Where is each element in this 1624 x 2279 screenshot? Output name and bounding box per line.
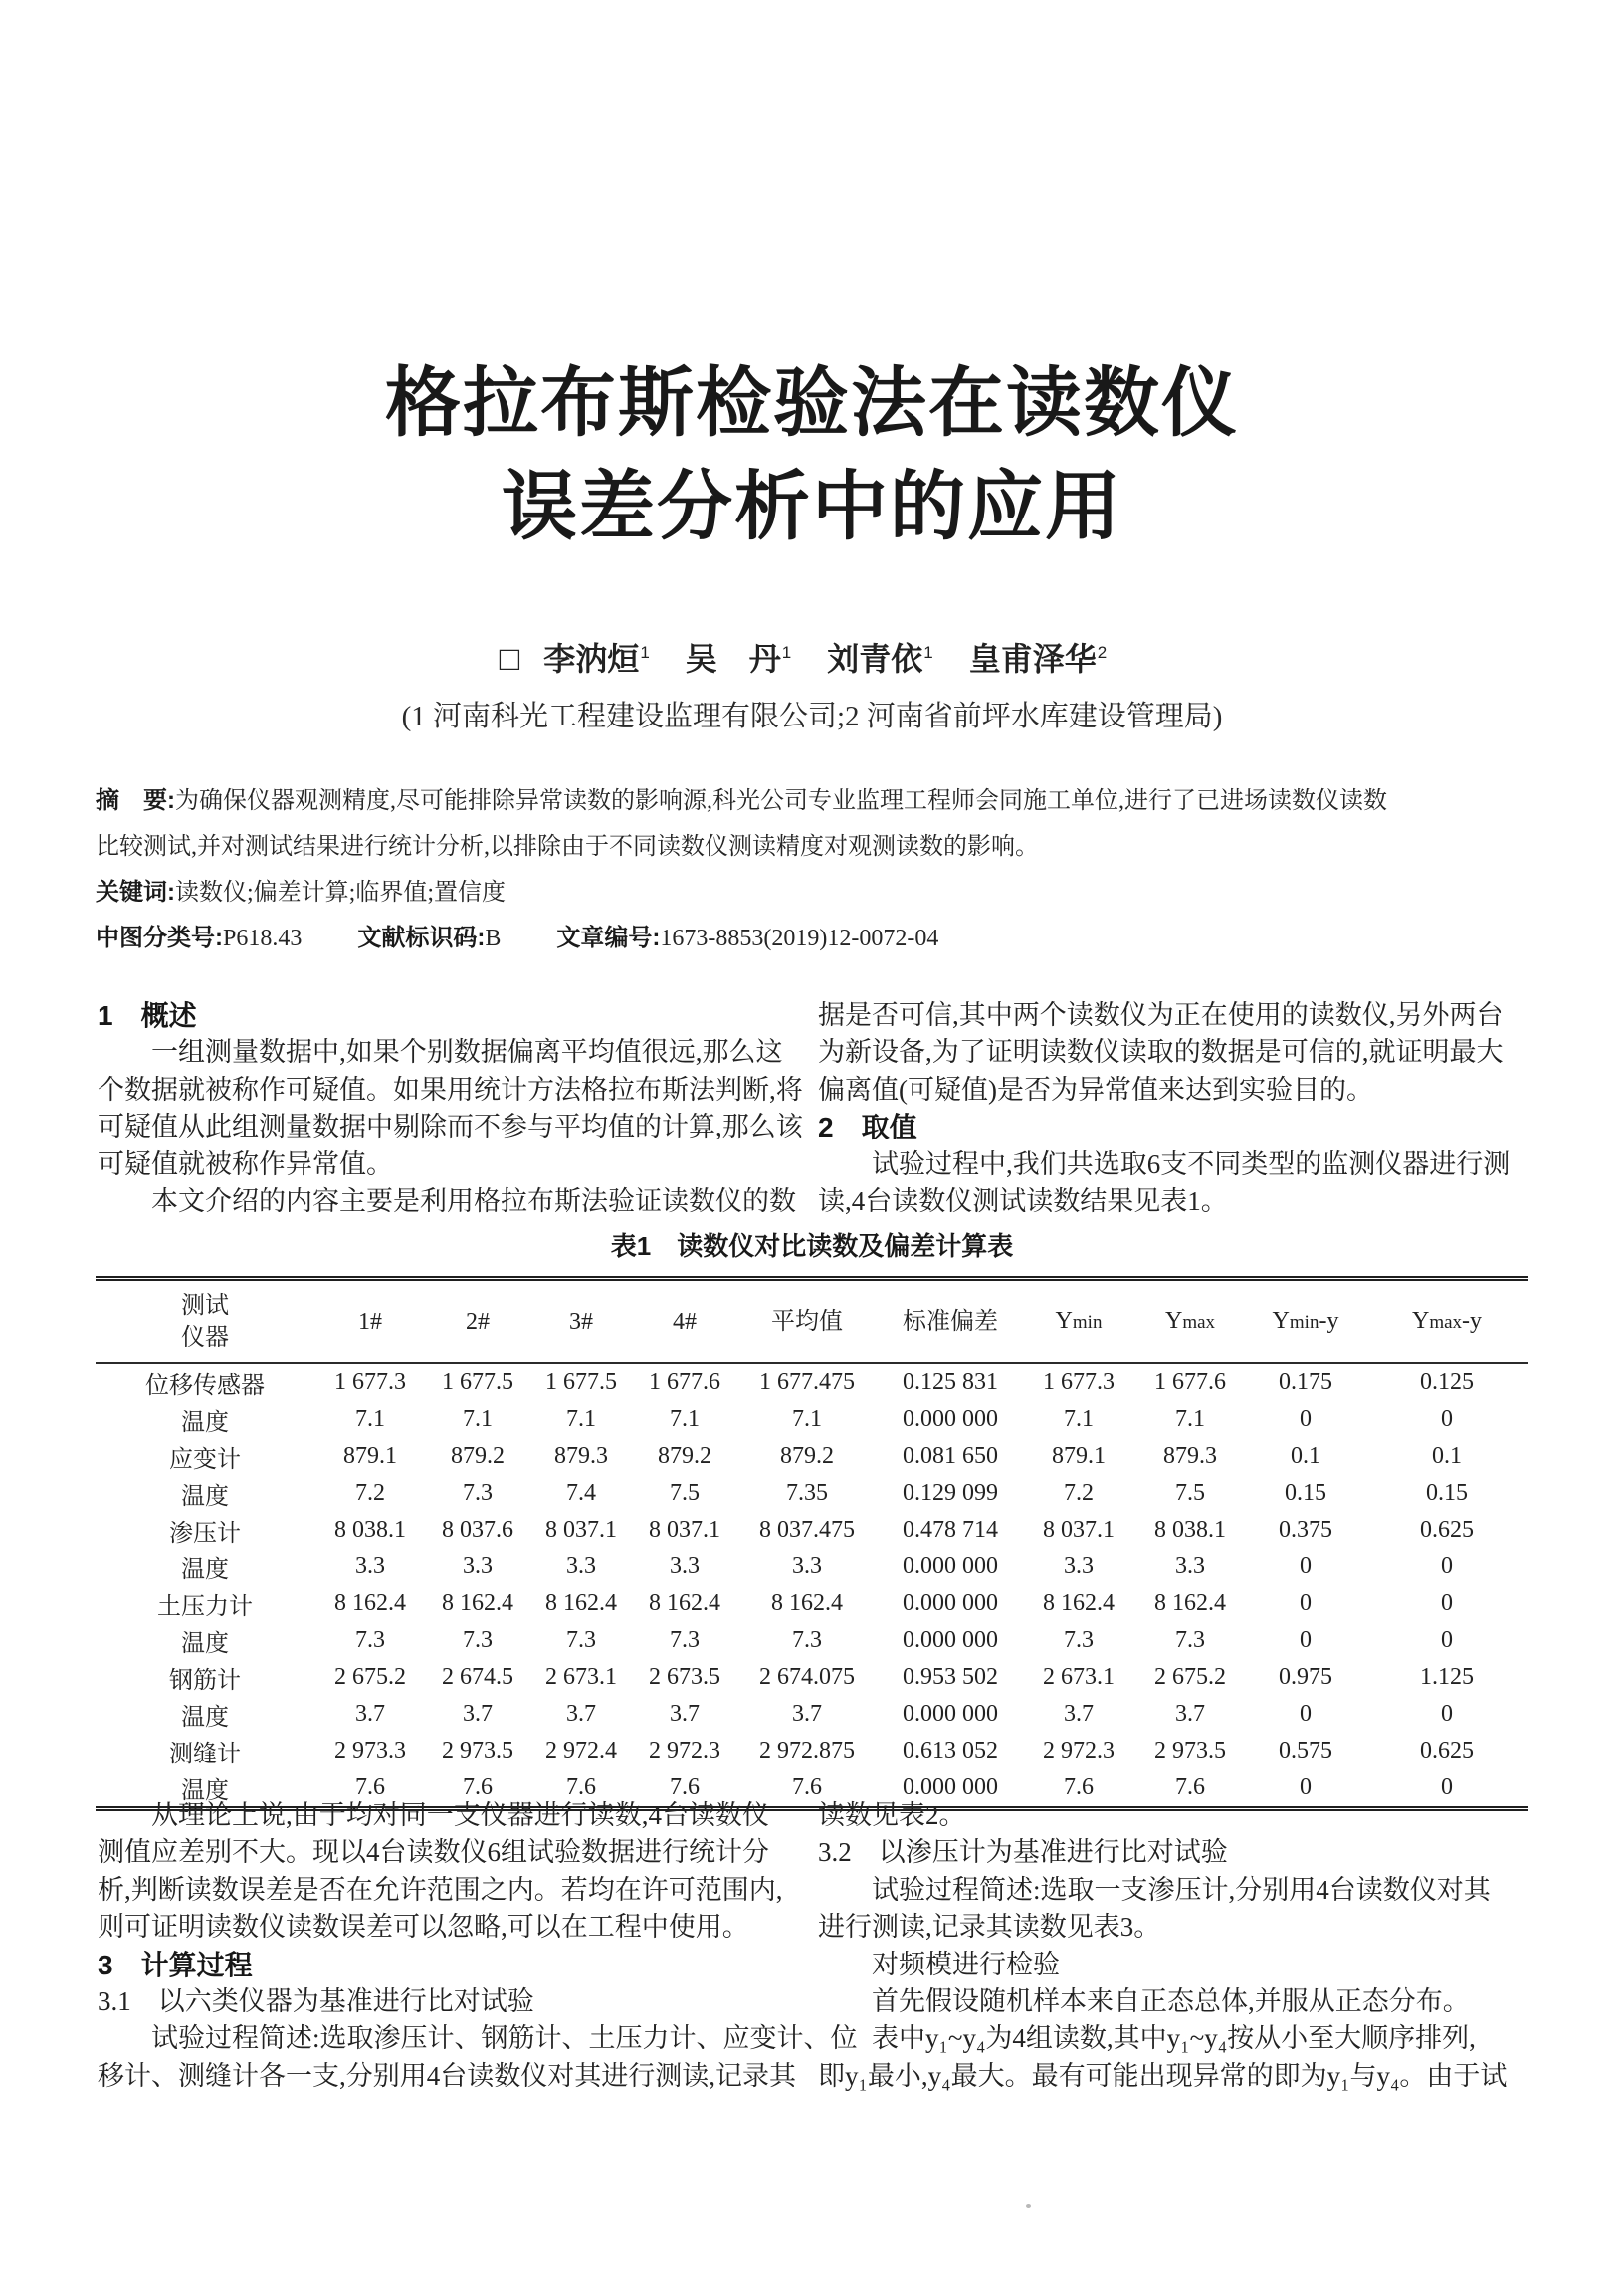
table1-header-row (96, 1279, 1528, 1364)
doc-code-label: 文献标识码: (357, 925, 486, 951)
table-header-cell: 标准偏差 (878, 1279, 1023, 1364)
author-line (0, 631, 1624, 681)
left-column-bottom (98, 1797, 858, 2095)
row-label: 测缝计 (169, 1742, 241, 1767)
body-text-line: 移计、测缝计各一支,分别用4台读数仪对其进行测读,记录其 (98, 2060, 796, 2091)
table-cell: 7.5 (1175, 1480, 1205, 1506)
table-cell: 7.3 (1175, 1627, 1205, 1653)
table-cell: 0 (1300, 1406, 1312, 1432)
table-cell: 2 673.1 (1043, 1664, 1115, 1690)
table-cell: 7.6 (355, 1774, 385, 1800)
table-cell: 0.375 (1279, 1517, 1332, 1543)
abstract-text-1: 为确保仪器观测精度,尽可能排除异常读数的影响源,科光公司专业监理工程师会同施工单位,进行了已进场读数仪读数 (175, 788, 1387, 814)
table-cell: 3.3 (463, 1554, 493, 1579)
body-text-line: 从理论上说,由于均对同一支仪器进行读数,4台读数仪 (98, 1800, 769, 1830)
row-label: 温度 (181, 1557, 229, 1583)
author-name: 吴 丹 (685, 640, 781, 677)
table-cell: 2 973.5 (1154, 1738, 1226, 1763)
table-cell: 0 (1441, 1701, 1453, 1727)
table-cell: 2 972.3 (649, 1738, 720, 1763)
table-cell: 0 (1300, 1774, 1312, 1800)
table-cell: 2 973.5 (442, 1738, 513, 1763)
table-cell: 0.175 (1279, 1369, 1332, 1395)
table-cell: 2 972.4 (545, 1738, 617, 1763)
table-header-cell: 平均值 (736, 1279, 878, 1364)
table-cell: 879.2 (658, 1443, 711, 1469)
table-cell: 0 (1441, 1627, 1453, 1653)
table-cell: 7.6 (1064, 1774, 1094, 1800)
table-row (96, 1659, 1528, 1696)
table-cell: 1 677.475 (759, 1369, 855, 1395)
row-label: 温度 (181, 1631, 229, 1657)
table-header-cell: 4# (633, 1279, 736, 1364)
author-name: 皇甫泽华 (968, 640, 1097, 677)
table-cell: 7.3 (463, 1480, 493, 1506)
table-cell: 3.3 (1064, 1554, 1094, 1579)
table-cell: 0 (1441, 1774, 1453, 1800)
section-heading: 1 概述 (98, 1000, 197, 1031)
table-cell: 8 037.475 (759, 1517, 855, 1543)
table-cell: 879.2 (780, 1443, 834, 1469)
article-title (0, 352, 1624, 559)
table-header-cell: 2# (426, 1279, 529, 1364)
table-cell: 879.1 (343, 1443, 397, 1469)
table-cell: 7.1 (355, 1406, 385, 1432)
table-header-cell: Ymax-y (1365, 1279, 1528, 1364)
row-label: 温度 (181, 1410, 229, 1436)
article-title-line-1: 格拉布斯检验法在读数仪 (385, 362, 1239, 446)
table-cell: 8 162.4 (1043, 1590, 1115, 1616)
table-cell: 8 162.4 (442, 1590, 513, 1616)
author-affil-sup: 2 (1097, 643, 1108, 662)
keywords-label: 关键词: (96, 879, 175, 906)
table-cell: 8 038.1 (1154, 1517, 1226, 1543)
table-cell: 7.6 (463, 1774, 493, 1800)
section-heading: 2 取值 (818, 1112, 917, 1143)
table-cell: 7.5 (670, 1480, 700, 1506)
table-row (96, 1585, 1528, 1622)
row-label: 应变计 (169, 1447, 241, 1473)
table-cell: 3.3 (670, 1554, 700, 1579)
table-cell: 3.3 (566, 1554, 596, 1579)
body-text-line: 测值应差别不大。现以4台读数仪6组试验数据进行统计分 (98, 1837, 769, 1868)
table-cell: 0 (1441, 1406, 1453, 1432)
table-cell: 8 162.4 (334, 1590, 406, 1616)
table-row (96, 1696, 1528, 1733)
table-cell: 8 037.6 (442, 1517, 513, 1543)
table-cell: 2 973.3 (334, 1738, 406, 1763)
table-header-cell: Ymin (1023, 1279, 1134, 1364)
table-cell: 7.4 (566, 1480, 596, 1506)
table-cell: 0.000 000 (903, 1590, 998, 1616)
section-heading: 3 计算过程 (98, 1949, 253, 1980)
body-text-line: 试验过程中,我们共选取6支不同类型的监测仪器进行测 (818, 1148, 1511, 1179)
table-cell: 0.15 (1426, 1480, 1468, 1506)
body-text-line: 对频模进行检验 (818, 1949, 1060, 1979)
table-cell: 0.625 (1420, 1738, 1474, 1763)
table-cell: 3.7 (463, 1701, 493, 1727)
article-id-group (556, 926, 938, 951)
doc-code-value: B (485, 926, 502, 951)
table-cell: 879.3 (554, 1443, 608, 1469)
table-header-cell: 1# (314, 1279, 426, 1364)
table-cell: 8 037.1 (545, 1517, 617, 1543)
table-cell: 0.625 (1420, 1517, 1474, 1543)
body-text-line: 个数据就被称作可疑值。如果用统计方法格拉布斯法判断,将 (98, 1074, 803, 1105)
table-cell: 7.6 (566, 1774, 596, 1800)
table-cell: 7.1 (463, 1406, 493, 1432)
body-text-line: 为新设备,为了证明读数仪读取的数据是可信的,就证明最大 (818, 1037, 1504, 1068)
table-cell: 7.2 (1064, 1480, 1094, 1506)
author-3 (827, 641, 932, 677)
table-cell: 0.613 052 (903, 1738, 998, 1763)
abstract-line-1 (96, 778, 1528, 824)
table-cell: 2 972.875 (759, 1738, 855, 1763)
meta-block (96, 778, 1528, 961)
table-cell: 3.7 (1175, 1701, 1205, 1727)
table-cell: 7.3 (792, 1627, 822, 1653)
table-row (96, 1475, 1528, 1512)
table-cell: 0.953 502 (903, 1664, 998, 1690)
author-marker-square-icon: □ (499, 639, 520, 678)
scan-speck-artifact (1026, 2204, 1031, 2208)
table-cell: 0.000 000 (903, 1554, 998, 1579)
table-cell: 2 673.1 (545, 1664, 617, 1690)
table-cell: 7.3 (566, 1627, 596, 1653)
table-cell: 7.1 (670, 1406, 700, 1432)
section-heading: 3.2 以渗压计为基准进行比对试验 (818, 1837, 1228, 1868)
table-cell: 0.1 (1291, 1443, 1320, 1469)
table-row (96, 1438, 1528, 1475)
table-cell: 879.3 (1163, 1443, 1217, 1469)
body-text-line: 一组测量数据中,如果个别数据偏离平均值很远,那么这 (98, 1037, 783, 1068)
clc-group (96, 926, 302, 951)
table-cell: 2 674.075 (759, 1664, 855, 1690)
author-1 (543, 641, 649, 677)
author-affil-sup: 1 (781, 643, 792, 662)
section-heading: 3.1 以六类仪器为基准进行比对试验 (98, 1986, 534, 2017)
body-text-line: 即y₁最小,y₄最大。最有可能出现异常的即为y₁与y₄。由于试 (818, 2060, 1508, 2091)
table-cell: 2 675.2 (1154, 1664, 1226, 1690)
table-row (96, 1549, 1528, 1585)
table-cell: 8 162.4 (771, 1590, 843, 1616)
body-text-line: 可疑值就被称作异常值。 (98, 1148, 393, 1179)
table-cell: 0.129 099 (903, 1480, 998, 1506)
doc-code-group (357, 926, 501, 951)
abstract-line-2: 比较测试,并对测试结果进行统计分析,以排除由于不同读数仪测读精度对观测读数的影响。 (96, 834, 1039, 860)
table-cell: 7.3 (670, 1627, 700, 1653)
table-cell: 0.081 650 (903, 1443, 998, 1469)
table-cell: 1 677.3 (334, 1369, 406, 1395)
table-row (96, 1512, 1528, 1549)
table-cell: 3.7 (355, 1701, 385, 1727)
article-title-line-2: 误差分析中的应用 (502, 466, 1122, 549)
author-name: 李汭烜 (543, 640, 640, 677)
author-2 (686, 641, 791, 677)
row-label: 钢筋计 (169, 1668, 241, 1694)
keywords-line (96, 870, 1528, 916)
clc-value: P618.43 (223, 926, 303, 951)
table-cell: 8 162.4 (1154, 1590, 1226, 1616)
table-cell: 1 677.6 (1154, 1369, 1226, 1395)
affiliation-line: (1 河南科光工程建设监理有限公司;2 河南省前坪水库建设管理局) (401, 701, 1223, 732)
table-cell: 7.6 (792, 1774, 822, 1800)
row-label: 土压力计 (157, 1594, 253, 1620)
table-cell: 8 037.1 (1043, 1517, 1115, 1543)
table-header-cell: 测试 仪器 (96, 1279, 314, 1364)
table-cell: 0.478 714 (903, 1517, 998, 1543)
table-cell: 0.125 831 (903, 1369, 998, 1395)
table-cell: 7.3 (1064, 1627, 1094, 1653)
table-cell: 0 (1300, 1701, 1312, 1727)
table-cell: 7.6 (670, 1774, 700, 1800)
right-column-top (818, 997, 1530, 1220)
table-cell: 0.000 000 (903, 1774, 998, 1800)
table-cell: 0.000 000 (903, 1406, 998, 1432)
author-affil-sup: 1 (923, 643, 933, 662)
row-label: 温度 (181, 1484, 229, 1510)
body-text-line: 试验过程简述:选取渗压计、钢筋计、土压力计、应变计、位 (98, 2023, 858, 2054)
body-text-line: 可疑值从此组测量数据中剔除而不参与平均值的计算,那么该 (98, 1112, 803, 1142)
row-label: 温度 (181, 1778, 229, 1804)
body-text-line: 偏离值(可疑值)是否为异常值来达到实验目的。 (818, 1074, 1373, 1105)
table-cell: 1 677.6 (649, 1369, 720, 1395)
right-column-bottom (818, 1797, 1530, 2095)
table-cell: 0 (1300, 1554, 1312, 1579)
table-cell: 1.125 (1420, 1664, 1474, 1690)
row-label: 温度 (181, 1705, 229, 1731)
table-cell: 0 (1300, 1627, 1312, 1653)
table-cell: 2 674.5 (442, 1664, 513, 1690)
table-cell: 7.1 (1064, 1406, 1094, 1432)
body-text-line: 则可证明读数仪读数误差可以忽略,可以在工程中使用。 (98, 1912, 749, 1943)
table-cell: 7.2 (355, 1480, 385, 1506)
table-row (96, 1622, 1528, 1659)
table-cell: 0.125 (1420, 1369, 1474, 1395)
table-cell: 7.35 (786, 1480, 828, 1506)
body-text-line: 试验过程简述:选取一支渗压计,分别用4台读数仪对其 (818, 1874, 1491, 1905)
body-text-line: 析,判断读数误差是否在允许范围之内。若均在许可范围内, (98, 1874, 783, 1905)
table-header-cell: Ymin-y (1246, 1279, 1365, 1364)
left-column-top (98, 997, 810, 1220)
article-id-value: 1673-8853(2019)12-0072-04 (660, 926, 939, 951)
table-cell: 1 677.5 (442, 1369, 513, 1395)
table-header-cell: 3# (529, 1279, 633, 1364)
table-cell: 3.7 (1064, 1701, 1094, 1727)
author-4 (969, 641, 1107, 677)
table-cell: 0 (1441, 1554, 1453, 1579)
body-text-line: 本文介绍的内容主要是利用格拉布斯法验证读数仪的数 (98, 1186, 796, 1217)
table-cell: 7.3 (463, 1627, 493, 1653)
abstract-label: 摘 要: (96, 787, 175, 814)
table-cell: 0.000 000 (903, 1627, 998, 1653)
row-label: 渗压计 (169, 1521, 241, 1547)
table-cell: 7.6 (1175, 1774, 1205, 1800)
table-cell: 2 675.2 (334, 1664, 406, 1690)
author-affil-sup: 1 (640, 643, 650, 662)
body-text-line: 读,4台读数仪测试读数结果见表1。 (818, 1186, 1228, 1217)
body-text-line: 进行测读,记录其读数见表3。 (818, 1912, 1161, 1943)
table-cell: 0.975 (1279, 1664, 1332, 1690)
table-cell: 7.3 (355, 1627, 385, 1653)
table-row (96, 1733, 1528, 1769)
table-cell: 2 673.5 (649, 1664, 720, 1690)
table-cell: 3.7 (792, 1701, 822, 1727)
body-text-line: 首先假设随机样本来自正态总体,并服从正态分布。 (818, 1986, 1470, 2017)
author-name: 刘青依 (827, 640, 923, 677)
table-cell: 3.3 (792, 1554, 822, 1579)
body-text-line: 读数见表2。 (818, 1800, 966, 1830)
table-cell: 0.15 (1285, 1480, 1326, 1506)
table-cell: 3.3 (355, 1554, 385, 1579)
body-text-line: 表中y₁~y₄为4组读数,其中y₁~y₄按从小至大顺序排列, (818, 2023, 1476, 2054)
table-cell: 879.2 (451, 1443, 505, 1469)
table-cell: 7.1 (1175, 1406, 1205, 1432)
keywords-text: 读数仪;偏差计算;临界值;置信度 (175, 880, 507, 906)
table-cell: 0 (1300, 1590, 1312, 1616)
table-cell: 0.1 (1432, 1443, 1462, 1469)
row-label: 位移传感器 (145, 1373, 265, 1399)
table-cell: 8 038.1 (334, 1517, 406, 1543)
table-cell: 0 (1441, 1590, 1453, 1616)
table-cell: 3.7 (670, 1701, 700, 1727)
table-cell: 7.1 (792, 1406, 822, 1432)
table-cell: 3.7 (566, 1701, 596, 1727)
table-header-cell: Ymax (1134, 1279, 1246, 1364)
table-cell: 879.1 (1052, 1443, 1106, 1469)
table-cell: 8 162.4 (545, 1590, 617, 1616)
table-cell: 8 162.4 (649, 1590, 720, 1616)
table-cell: 1 677.3 (1043, 1369, 1115, 1395)
article-id-label: 文章编号: (556, 925, 661, 951)
classification-line (96, 916, 1528, 961)
table-cell: 7.1 (566, 1406, 596, 1432)
table-row (96, 1363, 1528, 1401)
clc-label: 中图分类号: (96, 925, 223, 951)
table-cell: 8 037.1 (649, 1517, 720, 1543)
table-cell: 0.000 000 (903, 1701, 998, 1727)
table-cell: 1 677.5 (545, 1369, 617, 1395)
table-cell: 2 972.3 (1043, 1738, 1115, 1763)
body-text-line: 据是否可信,其中两个读数仪为正在使用的读数仪,另外两台 (818, 1000, 1504, 1030)
table-cell: 3.3 (1175, 1554, 1205, 1579)
table-cell: 0.575 (1279, 1738, 1332, 1763)
table1-caption: 表1 读数仪对比读数及偏差计算表 (610, 1231, 1014, 1261)
table-row (96, 1401, 1528, 1438)
table1 (96, 1276, 1528, 1811)
